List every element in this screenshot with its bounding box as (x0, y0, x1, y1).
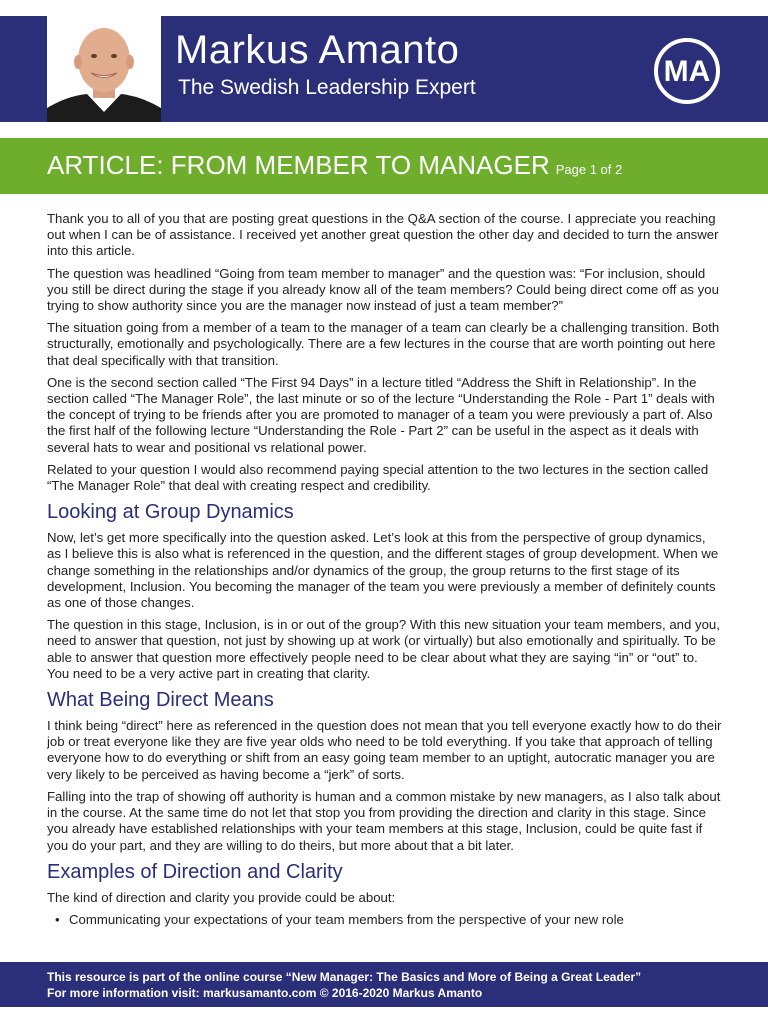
page-footer (0, 962, 768, 1007)
paragraph: The question in this stage, Inclusion, is in or out of the group? With this new situation your team members, and you, need to answer that question, not just by showing up at work (or virtually) but also emotionally and spiritually. To be able to answer that question more effectively people need to be clear about what they are saying “in” or “out” to. You need to be a very active part in creating that clarity. (47, 617, 720, 681)
section-heading: Examples of Direction and Clarity (47, 860, 343, 883)
ma-logo-icon (652, 36, 722, 106)
list-item-text: Communicating your expectations of your team members from the perspective of your new role (69, 911, 624, 927)
footer-contact-copyright: For more information visit: markusamanto.com © 2016-2020 Markus Amanto (47, 986, 483, 1000)
paragraph: The kind of direction and clarity you provide could be about: (47, 889, 396, 905)
article-banner (0, 138, 768, 194)
bullet-icon: • (55, 911, 60, 927)
paragraph: Thank you to all of you that are posting great questions in the Q&A section of the course. I appreciate you reaching out when I can be of assistance. I received yet another great question the other day and decided to turn the answer into this article. (47, 211, 719, 259)
page-indicator: Page 1 of 2 (555, 162, 623, 177)
article-title (47, 150, 622, 185)
author-name: Markus Amanto (175, 28, 460, 72)
paragraph: I think being “direct” here as referenced in the question does not mean that you tell everyone exactly how to do their job or treat everyone like they are five year olds who need to be told everything. If you take that approach of telling everyone how to do everything or shift from an easy going team member to an uptight, autocratic manager you are very likely to be perceived as having become a “jerk” of sorts. (47, 718, 722, 782)
author-photo (47, 16, 161, 122)
author-portrait-image (47, 16, 161, 122)
section-heading: Looking at Group Dynamics (47, 501, 294, 524)
logo-text: MA (663, 55, 711, 88)
bullet-list (47, 912, 722, 928)
section-heading: What Being Direct Means (47, 689, 274, 712)
article-body (47, 211, 722, 928)
article-title-text: ARTICLE: FROM MEMBER TO MANAGER (47, 150, 550, 180)
footer-course-note: This resource is part of the online course “New Manager: The Basics and More of Being a Great Leader” (47, 970, 642, 984)
paragraph: Related to your question I would also recommend paying special attention to the two lectures in the section called “The Manager Role” that deal with creating respect and credibility. (47, 461, 709, 494)
paragraph: One is the second section called “The First 94 Days” in a lecture titled “Address the Shift in Relationship”. In the section called “The Manager Role”, the last minute or so of the lecture “Understanding the Role - Part 1” deals with the concept of trying to be friends after you are promoted to manager of a team you were previously a part of. Also the first half of the following lecture “Understanding the Role - Part 2” can be useful in the aspect as it deals with several hats to wear and positional vs relational power. (47, 374, 715, 455)
paragraph: The situation going from a member of a team to the manager of a team can clearly be a challenging transition. Both structurally, emotionally and psychologically. There are a few lectures in the course that are worth pointing out here that deal specifically with that transition. (47, 320, 720, 368)
paragraph: Falling into the trap of showing off authority is human and a common mistake by new managers, as I also talk about in the course. At the same time do not let that stop you from providing the direction and clarity in this stage. Since you already have established relationships with your team members at this stage, Inclusion, could be quite fast if you do your part, and they are willing to do theirs, but more about that a bit later. (47, 788, 721, 853)
paragraph: Now, let’s get more specifically into the question asked. Let’s look at this from the perspective of group dynamics, as I believe this is also what is referenced in the question, and the different stages of group development. When we change something in the relationships and/or dynamics of the group, the group returns to the first stage of its development, Inclusion. You becoming the manager of the team you were previously a member of definitely counts as one of those changes. (47, 530, 719, 611)
list-item (55, 911, 722, 928)
page-header (0, 16, 768, 122)
author-tagline: The Swedish Leadership Expert (178, 76, 476, 99)
paragraph: The question was headlined “Going from team member to manager” and the question was: “For inclusion, should you still be direct during the stage if you already know all of the team members? Could being direct come off as you trying to show authority since you are the manager now instead of just a team member?” (47, 265, 719, 314)
